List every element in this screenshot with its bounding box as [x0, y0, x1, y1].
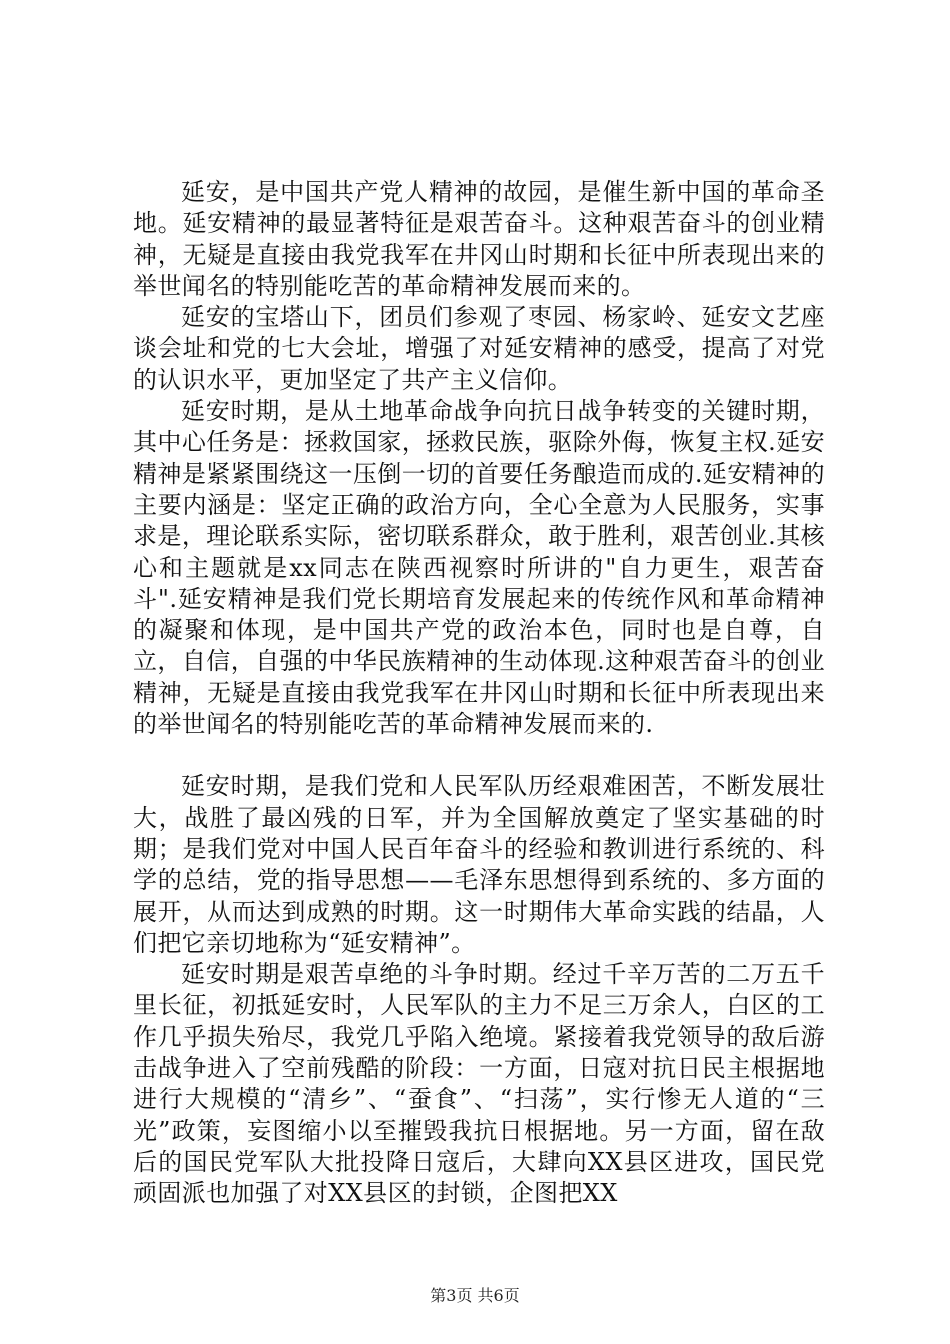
page-number-footer: 第3页 共6页	[430, 1286, 520, 1305]
paragraph-5: 延安时期是艰苦卓绝的斗争时期。经过千辛万苦的二万五千里长征，初抵延安时，人民军队的主力不足三万余人，白区的工作几乎损失殆尽，我党几乎陷入绝境。紧接着我党领导的敌后游击战争进入了空前残酷的阶段：一方面，日寇对抗日民主根据地进行大规模的“清乡”、“蚕食”、“扫荡”，实行惨无人道的“三光”政策，妄图缩小以至摧毁我抗日根据地。另一方面，留在敌后的国民党军队大批投降日寇后，大肆向XX县区进攻，国民党顽固派也加强了对XX县区的封锁，企图把XX	[133, 960, 825, 1208]
paragraph-2: 延安的宝塔山下，团员们参观了枣园、杨家岭、延安文艺座谈会址和党的七大会址，增强了对延安精神的感受，提高了对党的认识水平，更加坚定了共产主义信仰。	[133, 303, 825, 394]
paragraph-3: 延安时期，是从土地革命战争向抗日战争转变的关键时期，其中心任务是：拯救国家，拯救民族，驱除外侮，恢复主权.延安精神是紧紧围绕这一压倒一切的首要任务酿造而成的.延安精神的主要内涵是：坚定正确的政治方向，全心全意为人民服务，实事求是，理论联系实际，密切联系群众，敢于胜利，艰苦创业.其核心和主题就是xx同志在陕西视察时所讲的"自力更生，艰苦奋斗".延安精神是我们党长期培育发展起来的传统作风和革命精神的凝聚和体现，是中国共产党的政治本色，同时也是自尊，自立，自信，自强的中华民族精神的生动体现.这种艰苦奋斗的创业精神，无疑是直接由我党我军在井冈山时期和长征中所表现出来的举世闻名的特别能吃苦的革命精神发展而来的.	[133, 397, 825, 739]
document-body	[133, 177, 825, 1210]
paragraph-4: 延安时期，是我们党和人民军队历经艰难困苦，不断发展壮大，战胜了最凶残的日军，并为全国解放奠定了坚实基础的时期；是我们党对中国人民百年奋斗的经验和教训进行系统的、科学的总结，党的指导思想——毛泽东思想得到系统的、多方面的展开，从而达到成熟的时期。这一时期伟大革命实践的结晶，人们把它亲切地称为“延安精神”。	[133, 772, 825, 957]
paragraph-1: 延安，是中国共产党人精神的故园，是催生新中国的革命圣地。延安精神的最显著特征是艰苦奋斗。这种艰苦奋斗的创业精神，无疑是直接由我党我军在井冈山时期和长征中所表现出来的举世闻名的特别能吃苦的革命精神发展而来的。	[133, 178, 825, 300]
